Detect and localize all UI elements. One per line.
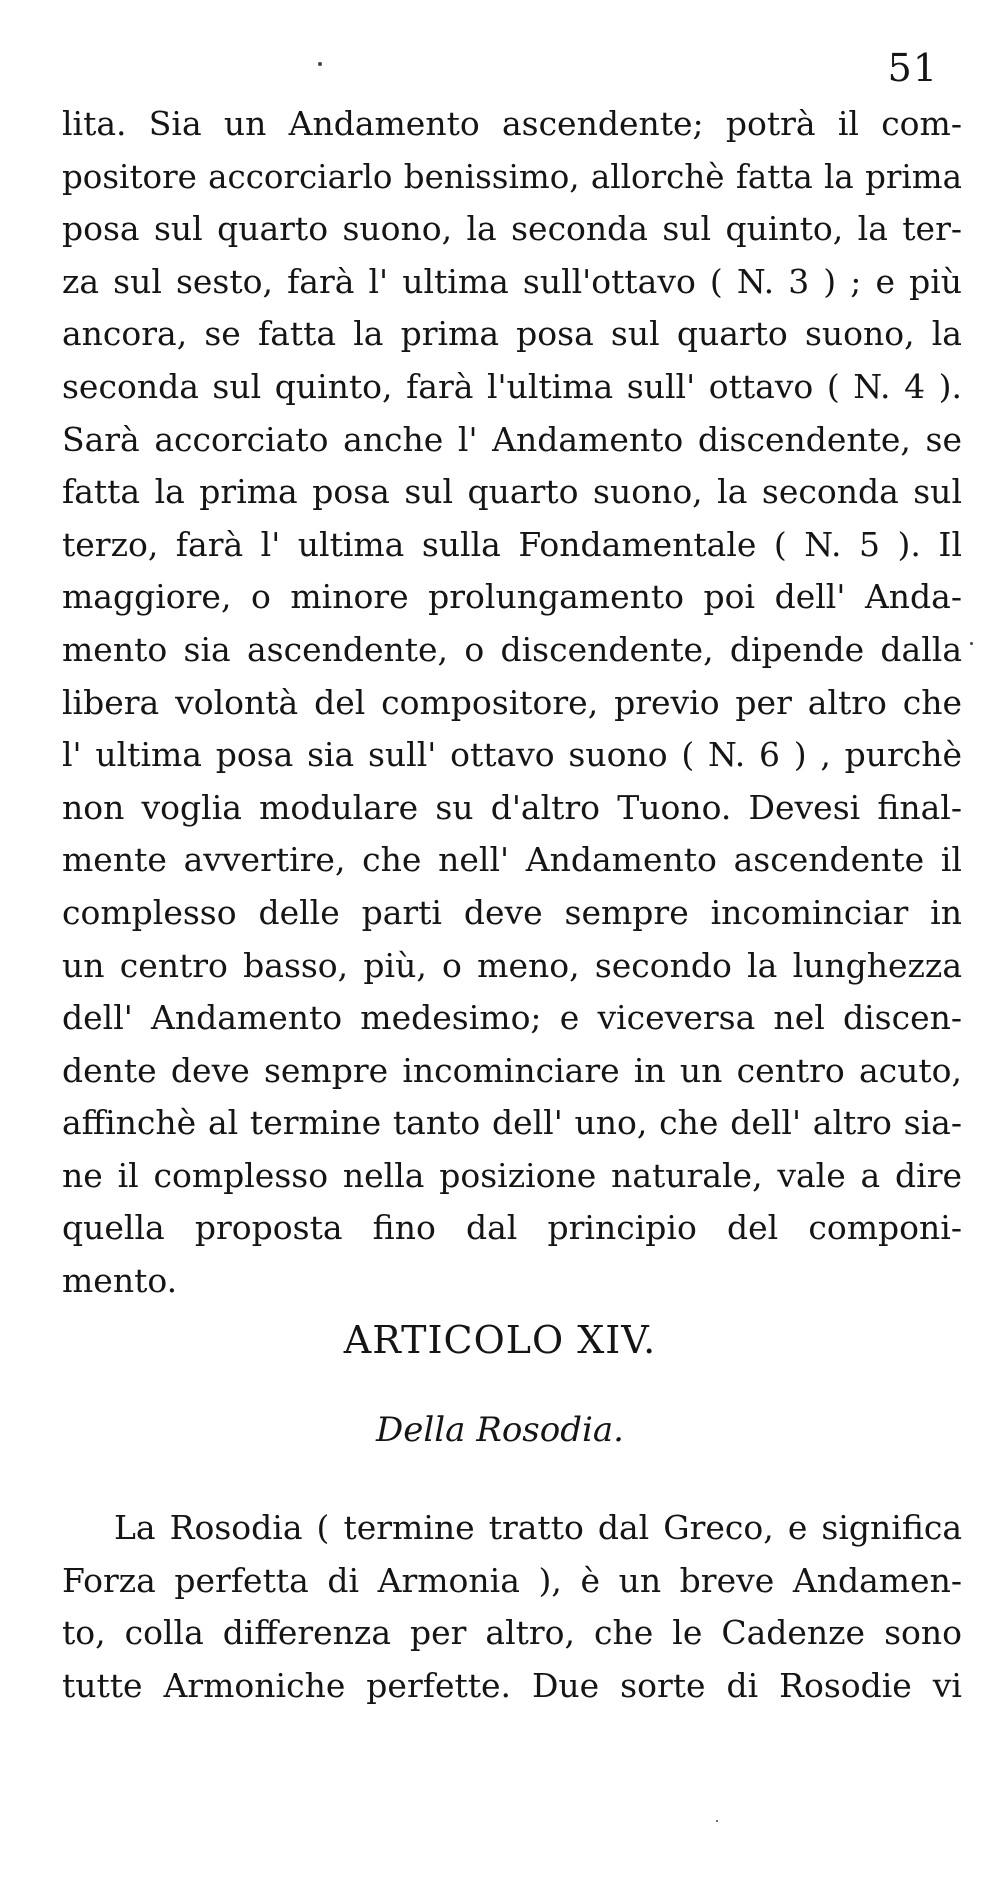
text-line: to, colla differenza per altro, che le Cadenze sono: [62, 1613, 962, 1653]
text-line: [62, 1555, 962, 1608]
print-speck: [318, 62, 322, 66]
page-number: 51: [887, 46, 938, 90]
body-paragraph: [62, 98, 962, 1308]
text-line: mento.: [62, 1261, 178, 1301]
text-line: positore accorciarlo benissimo, allorchè fatta la prima: [62, 157, 962, 196]
text-line: quella proposta fino dal principio del componi-: [62, 1208, 962, 1248]
text-line: un centro basso, più, o meno, secondo la lunghezza: [62, 945, 962, 985]
text-line: dente deve sempre incominciare in un centro acuto,: [62, 1050, 962, 1090]
text-line: non voglia modulare su d'altro Tuono. Devesi final-: [62, 787, 962, 827]
text-line: fatta la prima posa sul quarto suono, la seconda sul: [62, 472, 962, 512]
print-speck: [716, 1820, 718, 1822]
text-line: l' ultima posa sia sull' ottavo suono ( N. 6 ) , purchè: [62, 735, 962, 775]
text-line: La Rosodia ( termine tratto dal Greco, e significa: [114, 1508, 962, 1547]
text-line: complesso delle parti deve sempre incominciar in: [62, 892, 962, 932]
text-line: mente avvertire, che nell' Andamento ascendente il: [62, 840, 962, 880]
text-line: terzo, farà l' ultima sulla Fondamentale ( N. 5 ). Il: [62, 524, 962, 564]
text-line: libera volontà del compositore, previo per altro che: [62, 682, 962, 722]
text-line: lita. Sia un Andamento ascendente; potrà il com-: [62, 104, 962, 143]
text-line: mento sia ascendente, o discendente, dipende dalla: [62, 629, 962, 669]
text-line: maggiore, o minore prolungamento poi dell' Anda-: [62, 577, 962, 617]
text-line: seconda sul quinto, farà l'ultima sull' ottavo ( N. 4 ).: [62, 366, 962, 406]
text-line: za sul sesto, farà l' ultima sull'ottavo ( N. 3 ) ; e più: [62, 261, 962, 301]
text-line: ancora, se fatta la prima posa sul quarto suono, la: [62, 314, 962, 354]
text-line: Sarà accorciato anche l' Andamento discendente, se: [62, 419, 962, 459]
text-line: dell' Andamento medesimo; e viceversa nel discen-: [62, 998, 962, 1038]
text-line: affinchè al termine tanto dell' uno, che dell' altro sia-: [62, 1103, 962, 1143]
text-line: tutte Armoniche perfette. Due sorte di Rosodie vi: [62, 1665, 962, 1705]
text-line: Forza perfetta di Armonia ), è un breve Andamen-: [62, 1560, 962, 1600]
second-paragraph: [62, 1502, 962, 1712]
article-heading: ARTICOLO XIV.: [343, 1318, 657, 1362]
text-line: ne il complesso nella posizione naturale, vale a dire: [62, 1155, 962, 1195]
section-subheading: Della Rosodia.: [376, 1410, 624, 1450]
text-line: posa sul quarto suono, la seconda sul quinto, la ter-: [62, 209, 962, 249]
print-speck: [970, 642, 973, 645]
